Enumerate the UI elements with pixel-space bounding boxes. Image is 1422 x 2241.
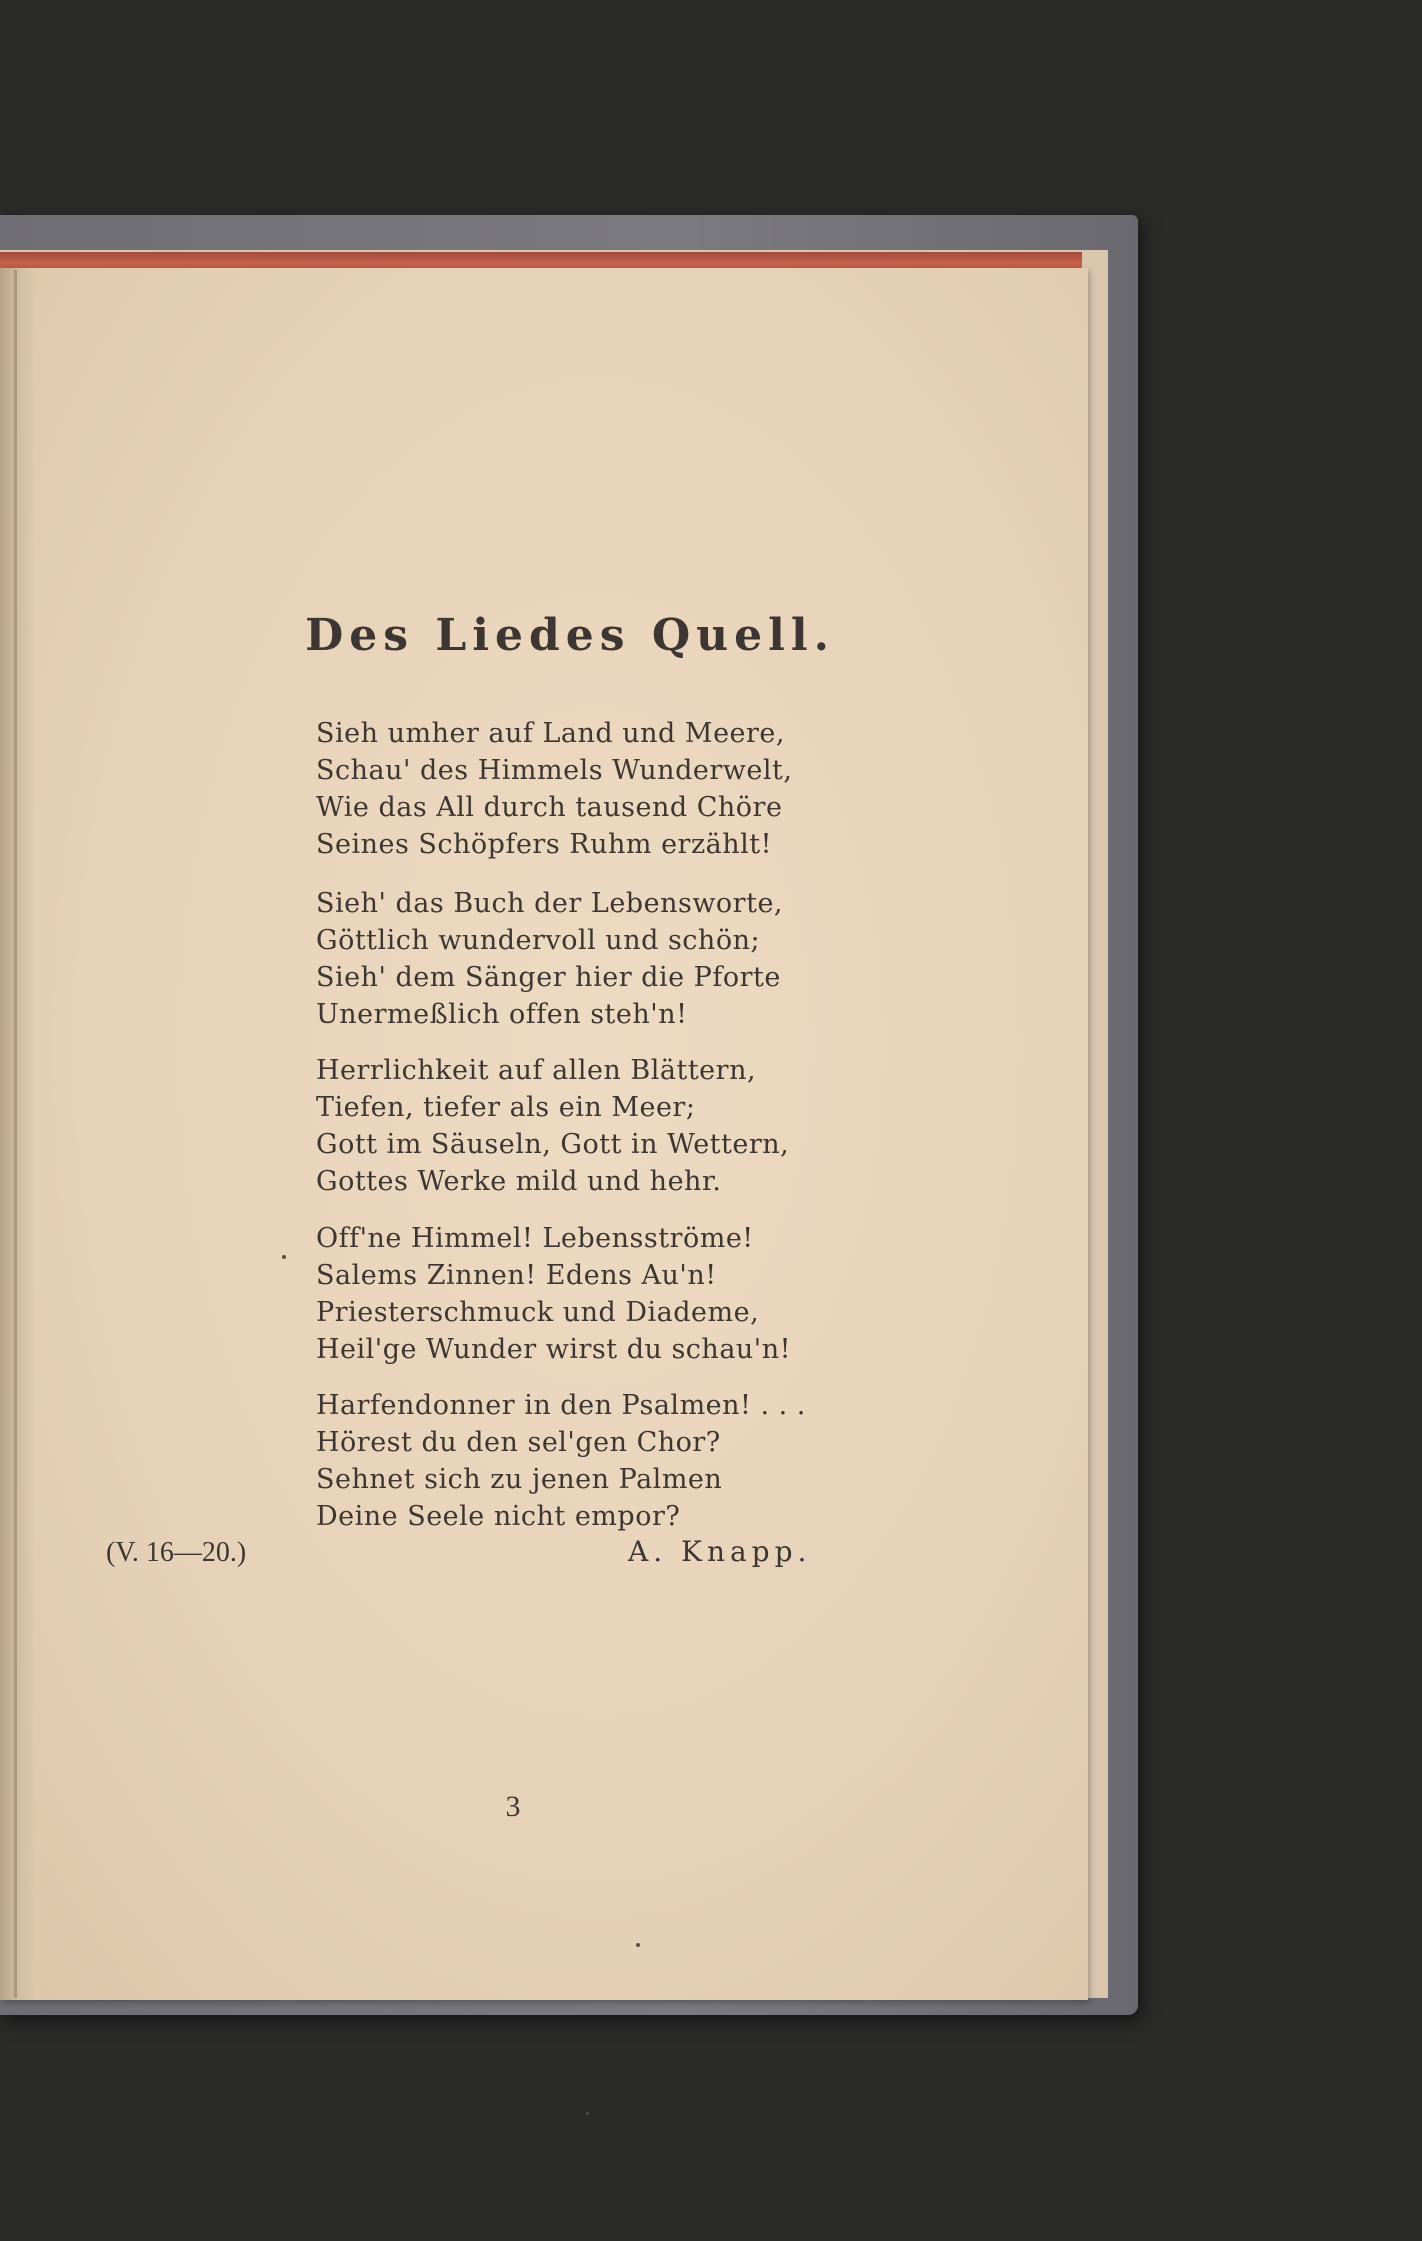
poem-line: Sieh umher auf Land und Meere, — [316, 718, 785, 749]
stanza-3 — [316, 1052, 876, 1200]
poem-line: Unermeßlich offen steh'n! — [316, 999, 688, 1030]
paper-speck — [282, 1255, 286, 1259]
poem-line: Sieh' dem Sänger hier die Pforte — [316, 962, 781, 993]
poem-title: Des Liedes Quell. — [305, 610, 835, 661]
poem-line: Priesterschmuck und Diademe, — [316, 1297, 760, 1328]
poem-line: Wie das All durch tausend Chöre — [316, 792, 783, 823]
poem-line: Herrlichkeit auf allen Blättern, — [316, 1055, 757, 1086]
poem-line: Schau' des Himmels Wunderwelt, — [316, 755, 793, 786]
stanza-2 — [316, 885, 876, 1033]
poem-line: Sehnet sich zu jenen Palmen — [316, 1464, 723, 1495]
poem-line: Sieh' das Buch der Lebensworte, — [316, 888, 783, 919]
verse-reference: (V. 16—20.) — [106, 1537, 247, 1568]
stanza-4 — [316, 1220, 876, 1368]
poem-line: Deine Seele nicht empor? — [316, 1501, 681, 1532]
poem-line: Seines Schöpfers Ruhm erzählt! — [316, 829, 773, 860]
poem-line: Gottes Werke mild und hehr. — [316, 1166, 722, 1197]
stanza-1 — [316, 715, 876, 863]
author-name: A. Knapp. — [628, 1535, 812, 1568]
paper-speck — [636, 1943, 640, 1947]
poem-line: Göttlich wundervoll und schön; — [316, 925, 761, 956]
page-number: 3 — [505, 1790, 521, 1823]
poem-line: Hörest du den sel'gen Chor? — [316, 1427, 721, 1458]
page-gutter — [0, 268, 36, 2000]
paper-speck — [586, 2112, 589, 2115]
poem-line: Gott im Säuseln, Gott in Wettern, — [316, 1129, 790, 1160]
poem-line: Heil'ge Wunder wirst du schau'n! — [316, 1334, 791, 1365]
stanza-5 — [316, 1387, 876, 1535]
poem-line: Tiefen, tiefer als ein Meer; — [316, 1092, 696, 1123]
poem-line: Harfendonner in den Psalmen! . . . — [316, 1390, 806, 1421]
spine-line — [14, 270, 17, 1998]
poem-line: Off'ne Himmel! Lebensströme! — [316, 1223, 754, 1254]
poem-line: Salems Zinnen! Edens Au'n! — [316, 1260, 717, 1291]
